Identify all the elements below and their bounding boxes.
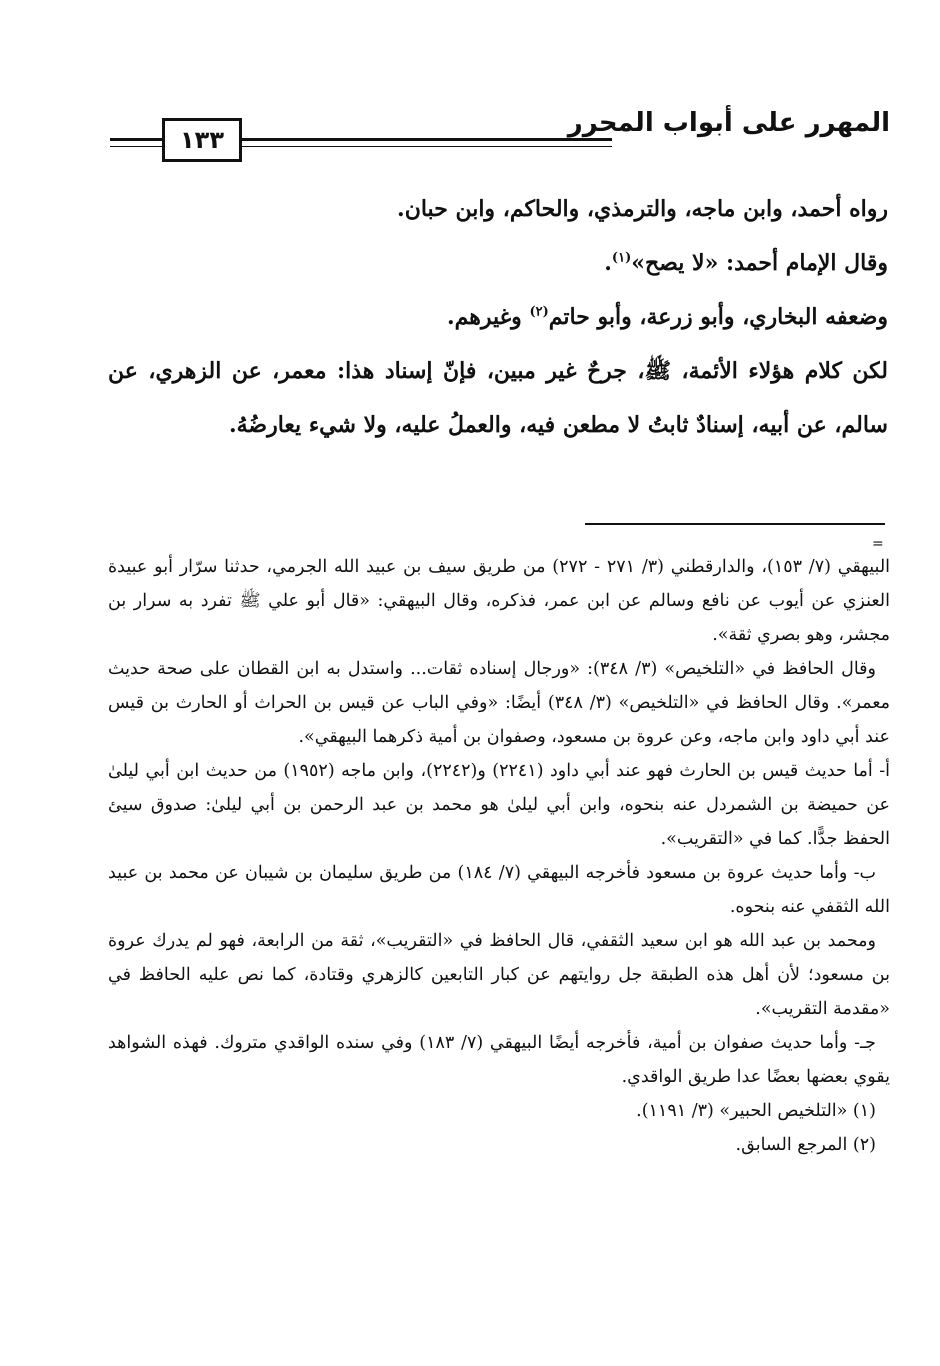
main-paragraph-3-text-a: وضعفه البخاري، وأبو زرعة، وأبو حاتم xyxy=(548,304,888,330)
footnote-continued-3: أ- أما حديث قيس بن الحارث فهو عند أبي داود (٢٢٤١) و(٢٢٤٢)، وابن ماجه (١٩٥٢) من حديث ابن أبي ليلىٰ عن حميضة بن الشمردل عنه بنحوه، وابن أبي ليلىٰ هو محمد بن عبد الرحمن بن أبي ليلىٰ: صدوق سيئ الحفظ جدًّا. كما في «التقريب». xyxy=(108,761,891,849)
footnote-1: (١) «التلخيص الحبير» (٣/ ١١٩١). xyxy=(636,1101,876,1121)
header-rule-middle-thin xyxy=(242,146,612,147)
footnote-ref-2[interactable]: (٢) xyxy=(529,304,549,320)
header-rule-left xyxy=(110,138,162,141)
footnote-continued-2: وقال الحافظ في «التلخيص» (٣/ ٣٤٨): «ورجال إسناده ثقات... واستدل به ابن القطان على صحة حديث معمر». وقال الحافظ في «التلخيص» (٣/ ٣٤٨) أيضًا: «وفي الباب عن قيس بن الحراث أو الحارث بن قيس عند أبي داود وابن ماجه، وعن عروة بن مسعود، وصفوان بن أمية ذكرهما البيهقي». xyxy=(108,659,891,747)
page-number: ١٣٣ xyxy=(162,118,242,162)
footnotes xyxy=(108,550,890,1162)
footnote-2: (٢) المرجع السابق. xyxy=(735,1135,876,1155)
header-rule-middle xyxy=(242,138,612,141)
main-text xyxy=(108,182,888,452)
book-title: المهرر على أبواب المحرر xyxy=(567,108,890,138)
main-paragraph-3 xyxy=(108,290,888,344)
main-paragraph-2 xyxy=(108,236,888,290)
footnote-ref-1[interactable]: (١) xyxy=(611,250,632,266)
page-header xyxy=(110,108,890,168)
main-paragraph-3-text-b: وغيرهم. xyxy=(447,304,530,330)
main-paragraph-2-end: . xyxy=(604,250,612,276)
footnote-continued-4: ب- وأما حديث عروة بن مسعود فأخرجه البيهقي (٧/ ١٨٤) من طريق سليمان بن شيبان عن محمد بن عبيد الله الثقفي عنه بنحوه. xyxy=(108,863,890,917)
main-paragraph-1: رواه أحمد، وابن ماجه، والترمذي، والحاكم، وابن حبان. xyxy=(397,196,888,222)
main-paragraph-4: لكن كلام هؤلاء الأئمة، ﷺ، جرحٌ غير مبين، فإنّ إسناد هذا: معمر، عن الزهري، عن سالم، عن أبيه، إسنادٌ ثابتُ لا مطعن فيه، والعملُ عليه، ولا شيء يعارضُهُ. xyxy=(108,358,888,438)
footnote-continuation-mark: = xyxy=(872,536,884,552)
footnote-continued-6: جـ- وأما حديث صفوان بن أمية، فأخرجه أيضًا البيهقي (٧/ ١٨٣) وفي سنده الواقدي متروك. فهذه الشواهد يقوي بعضها بعضًا عدا طريق الواقدي. xyxy=(108,1033,890,1087)
header-rule-left-thin xyxy=(110,146,162,147)
footnote-continued-1: البيهقي (٧/ ١٥٣)، والدارقطني (٣/ ٢٧١ - ٢٧٢) من طريق سيف بن عبيد الله الجرمي، حدثنا سرّار أبو عبيدة العنزي عن أيوب عن نافع وسالم عن ابن عمر، فذكره، وقال البيهقي: «قال أبو علي ﷺ تفرد به سرار بن مجشر، وهو بصري ثقة». xyxy=(108,557,891,645)
main-paragraph-2-text: وقال الإمام أحمد: «لا يصح» xyxy=(631,250,888,276)
footnote-continued-5: ومحمد بن عبد الله هو ابن سعيد الثقفي، قال الحافظ في «التقريب»، ثقة من الرابعة، فهو لم يدرك عروة بن مسعود؛ لأن أهل هذه الطبقة جل روايتهم عن كبار التابعين كالزهري وقتادة، كما نص عليه الحافظ في «مقدمة التقريب». xyxy=(108,931,890,1019)
footnote-separator xyxy=(585,523,885,525)
